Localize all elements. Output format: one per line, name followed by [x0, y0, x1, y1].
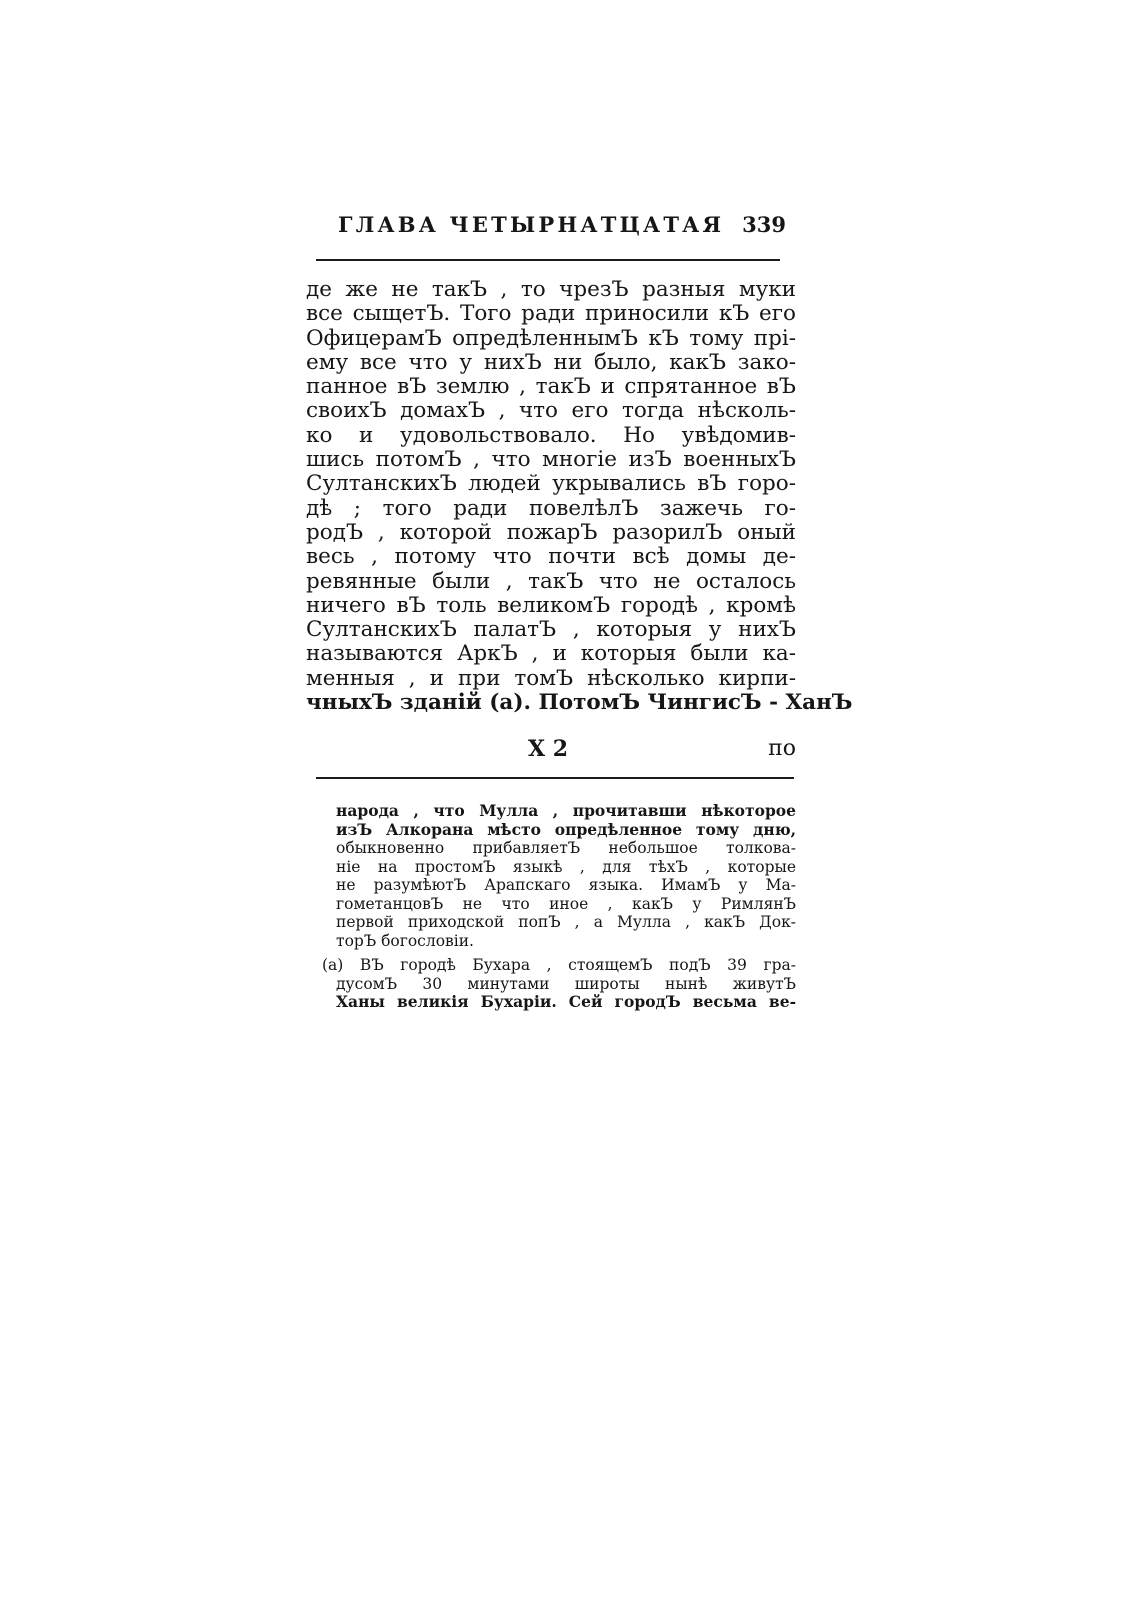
running-head: ГЛАВА ЧЕТЫРНАТЦАТАЯ	[338, 212, 725, 237]
text-line: дѣ ; того ради повелѣлЪ зажечь го-	[306, 495, 796, 521]
footnote-a-line: Ханы великія Бухаріи. Сей городЪ весьма ве-	[336, 992, 796, 1011]
footnote-a-line: (a) ВЪ городѣ Бухара , стоящемЪ подЪ 39 гра-	[322, 956, 796, 974]
text-line: де же не такЪ , то чрезЪ разныя муки	[306, 277, 796, 302]
text-line: СултанскихЪ людей укрывались вЪ горо-	[306, 471, 796, 497]
text-line: ревянные были , такЪ что не осталось	[306, 568, 796, 594]
text-line: ему все что у нихЪ ни было, какЪ зако-	[306, 349, 796, 375]
signature-mark: X 2	[528, 736, 569, 762]
text-line: чныхЪ зданій (a). ПотомЪ ЧингисЪ - ХанЪ	[306, 690, 853, 716]
text-line: шись потомЪ , что многіе изЪ военныхЪ	[306, 447, 796, 473]
text-line: родЪ , которой пожарЪ разорилЪ оный	[306, 519, 796, 545]
text-line: ОфицерамЪ опредѣленнымЪ кЪ тому прі-	[306, 325, 796, 351]
footnote-line: ніе на простомЪ языкѣ , для тѣхЪ , которые	[336, 857, 796, 876]
header-rule	[316, 259, 780, 261]
text-line: своихЪ домахЪ , что его тогда нѣсколь-	[306, 398, 796, 424]
catchword: по	[768, 736, 796, 761]
main-text	[306, 277, 853, 716]
text-line: ничего вЪ толь великомЪ городѣ , кромѣ	[306, 592, 796, 618]
signature-row	[306, 736, 796, 764]
footnotes	[322, 801, 796, 1012]
text-line: все сыщетЪ. Того ради приносили кЪ его	[306, 301, 796, 327]
text-line: ко и удовольствовало. Но увѣдомив-	[306, 422, 796, 448]
footnote-a-line: дусомЪ 30 минутами широты нынѣ живутЪ	[336, 974, 796, 993]
footnote-line: не разумѣютЪ Арапскаго языка. ИмамЪ у Ма-	[336, 876, 796, 894]
footnote-line: изЪ Алкорана мѣсто опредѣленное тому дню,	[336, 819, 796, 839]
text-line: весь , потому что почти всѣ домы де-	[306, 544, 796, 570]
footnote-line: первой приходской попЪ , а Мулла , какЪ Док-	[336, 913, 796, 931]
footnote-line: обыкновенно прибавляетЪ небольшое толкова-	[336, 839, 796, 857]
footnote-line: торЪ богословіи.	[336, 931, 474, 950]
text-line: менныя , и при томЪ нѣсколько кирпи-	[306, 665, 796, 691]
page-header	[338, 212, 786, 246]
footnote-line: народа , что Мулла , прочитавши нѣкоторое	[336, 801, 796, 820]
text-line: называются АркЪ , и которыя были ка-	[306, 641, 796, 667]
text-line: СултанскихЪ палатЪ , которыя у нихЪ	[306, 617, 796, 643]
footnote-rule	[316, 777, 794, 779]
page-number: 339	[742, 212, 786, 237]
footnote-line: гометанцовЪ не что иное , какЪ у РимлянЪ	[336, 894, 796, 913]
text-line: панное вЪ землю , такЪ и спрятанное вЪ	[306, 374, 796, 400]
